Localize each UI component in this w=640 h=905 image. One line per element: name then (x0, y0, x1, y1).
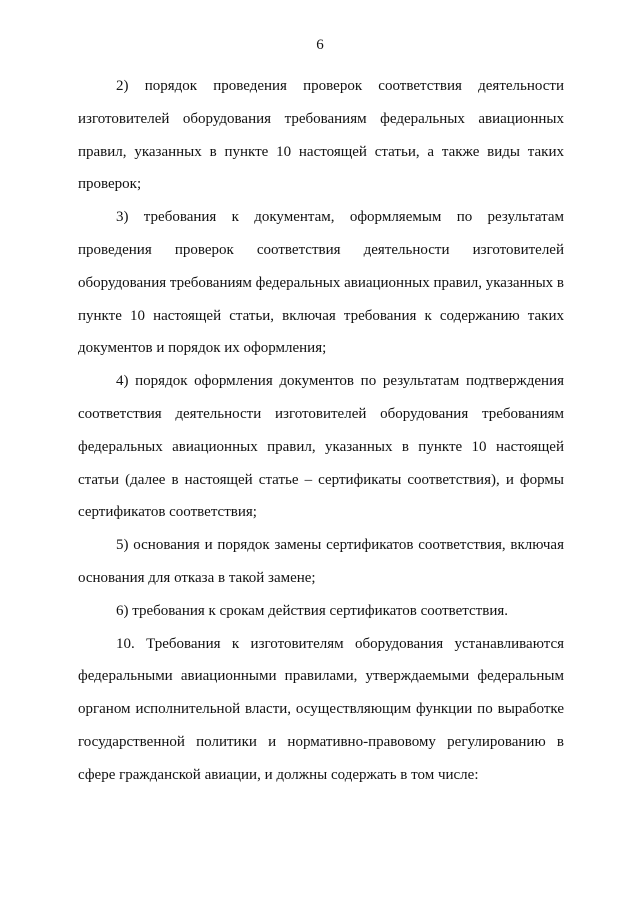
paragraph-item-6: 6) требования к срокам действия сертификатов соответствия. (116, 602, 508, 619)
page-number: 6 (316, 37, 324, 53)
paragraph-item-2: 2) порядок проведения проверок соответствия деятельности изготовителей оборудования требованиям федеральных авиационных правил, указанных в пункте 10 настоящей статьи, а также виды таких проверок; (78, 78, 564, 193)
paragraph-item-5: 5) основания и порядок замены сертификатов соответствия, включая основания для отказа в такой замене; (78, 537, 564, 586)
paragraph-section-10: 10. Требования к изготовителям оборудования устанавливаются федеральными авиационными правилами, утверждаемыми федеральным органом исполнительной власти, осуществляющим функции по выработке государственной политики и нормативно-правовому регулированию в сфере гражданской авиации, и должны содержать в том числе: (78, 635, 564, 783)
paragraph-item-3: 3) требования к документам, оформляемым по результатам проведения проверок соответствия деятельности изготовителей оборудования требованиям федеральных авиационных правил, указанных в пункте 10 настоящей статьи, включая требования к содержанию таких документов и порядок их оформления; (78, 209, 564, 357)
paragraph-item-4: 4) порядок оформления документов по результатам подтверждения соответствия деятельности изготовителей оборудования требованиям федеральных авиационных правил, указанных в пункте 10 настоящей статьи (далее в настоящей статье – сертификаты соответствия), и формы сертификатов соответствия; (78, 373, 564, 521)
document-body (78, 70, 564, 792)
